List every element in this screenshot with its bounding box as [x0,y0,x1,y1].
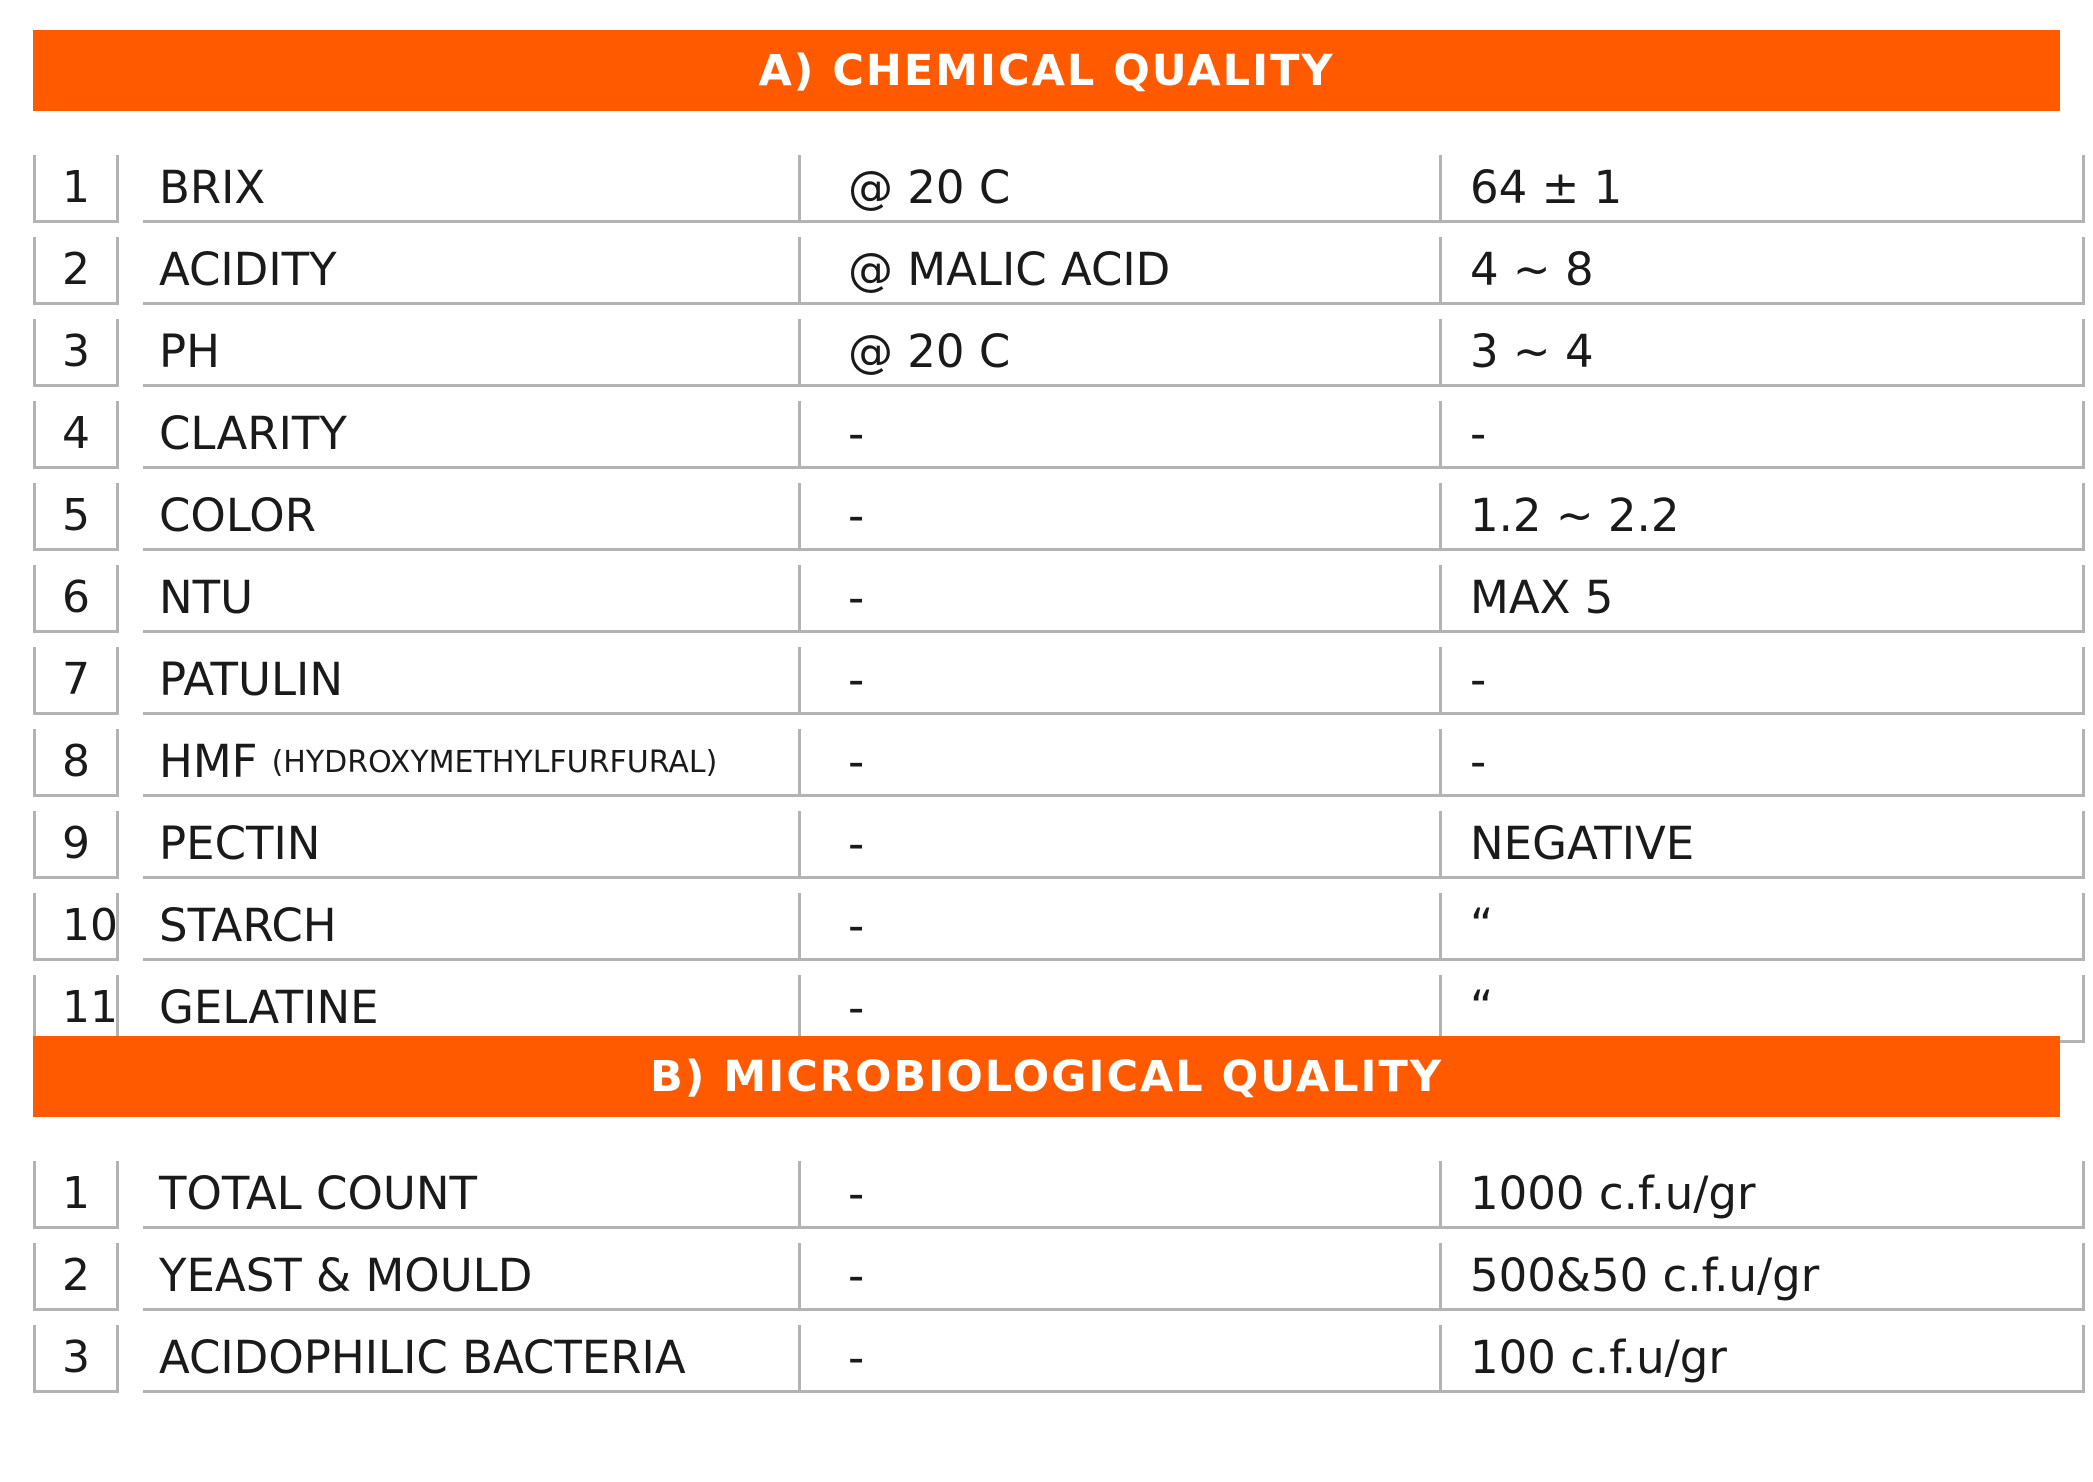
parameter-cell [143,975,801,1043]
parameter-name: PATULIN [159,653,343,706]
value-cell: 500&50 c.f.u/gr [1433,1243,2085,1311]
parameter-name: BRIX [159,161,266,214]
parameter-name: STARCH [159,899,337,952]
parameter-cell [143,729,801,797]
parameter-name: HMF [159,735,258,788]
value-cell: 4 ~ 8 [1433,237,2085,305]
parameter-name: PECTIN [159,817,321,870]
row-number: 6 [33,565,119,633]
table-row [33,893,2060,975]
table-row [33,811,2060,893]
table-row [33,647,2060,729]
chemical-quality-rows [33,155,2060,1057]
parameter-name: GELATINE [159,981,379,1034]
value-cell: NEGATIVE [1433,811,2085,879]
value-cell: 64 ± 1 [1433,155,2085,223]
condition-cell: - [790,647,1442,715]
row-number: 11 [33,975,119,1043]
parameter-name: NTU [159,571,254,624]
condition-cell: - [790,565,1442,633]
parameter-name: PH [159,325,220,378]
table-row [33,1325,2060,1407]
table-row [33,1161,2060,1243]
condition-cell: - [790,893,1442,961]
table-row [33,401,2060,483]
row-number: 7 [33,647,119,715]
condition-cell: - [790,1325,1442,1393]
condition-cell: @ 20 C [790,319,1442,387]
parameter-cell [143,893,801,961]
row-number: 1 [33,1161,119,1229]
value-cell: - [1433,401,2085,469]
parameter-name: YEAST & MOULD [159,1249,533,1302]
table-row [33,1243,2060,1325]
row-number: 2 [33,1243,119,1311]
parameter-cell [143,401,801,469]
value-cell: 1.2 ~ 2.2 [1433,483,2085,551]
microbiological-quality-section [33,1036,2060,1407]
value-cell: 1000 c.f.u/gr [1433,1161,2085,1229]
parameter-cell [143,155,801,223]
table-row [33,237,2060,319]
condition-cell: @ MALIC ACID [790,237,1442,305]
parameter-name: ACIDOPHILIC BACTERIA [159,1331,686,1384]
value-cell: “ [1433,893,2085,961]
condition-cell: - [790,729,1442,797]
parameter-name: ACIDITY [159,243,337,296]
condition-cell: - [790,811,1442,879]
row-number: 9 [33,811,119,879]
value-cell: MAX 5 [1433,565,2085,633]
section-title: A) CHEMICAL QUALITY [33,30,2060,111]
row-number: 4 [33,401,119,469]
value-cell: 3 ~ 4 [1433,319,2085,387]
row-number: 3 [33,1325,119,1393]
parameter-cell [143,565,801,633]
row-number: 3 [33,319,119,387]
row-number: 5 [33,483,119,551]
table-row [33,319,2060,401]
parameter-name: TOTAL COUNT [159,1167,477,1220]
row-number: 10 [33,893,119,961]
chemical-quality-section [33,30,2060,1057]
table-row [33,729,2060,811]
parameter-name: CLARITY [159,407,347,460]
condition-cell: @ 20 C [790,155,1442,223]
parameter-cell [143,1325,801,1393]
value-cell: “ [1433,975,2085,1043]
condition-cell: - [790,1161,1442,1229]
condition-cell: - [790,483,1442,551]
value-cell: - [1433,729,2085,797]
microbiological-quality-rows [33,1161,2060,1407]
condition-cell: - [790,1243,1442,1311]
parameter-cell [143,811,801,879]
parameter-cell [143,483,801,551]
parameter-name: COLOR [159,489,316,542]
section-title: B) MICROBIOLOGICAL QUALITY [33,1036,2060,1117]
table-row [33,483,2060,565]
value-cell: 100 c.f.u/gr [1433,1325,2085,1393]
parameter-note: (HYDROXYMETHYLFURFURAL) [271,745,718,780]
table-row [33,155,2060,237]
row-number: 8 [33,729,119,797]
row-number: 2 [33,237,119,305]
parameter-cell [143,647,801,715]
condition-cell: - [790,975,1442,1043]
parameter-cell [143,1243,801,1311]
value-cell: - [1433,647,2085,715]
table-row [33,565,2060,647]
condition-cell: - [790,401,1442,469]
parameter-cell [143,319,801,387]
parameter-cell [143,1161,801,1229]
row-number: 1 [33,155,119,223]
parameter-cell [143,237,801,305]
